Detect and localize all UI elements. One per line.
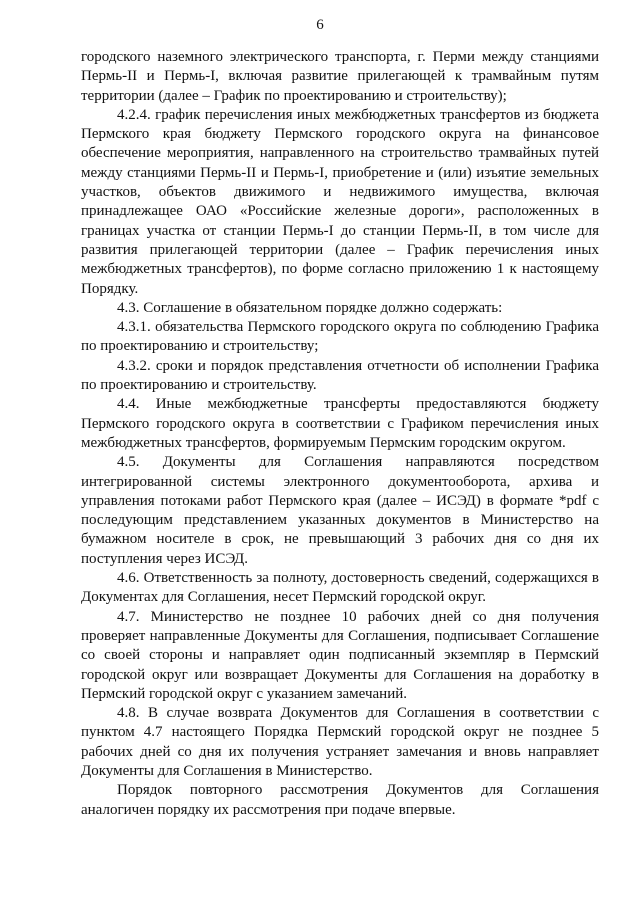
paragraph-4-4: 4.4. Иные межбюджетные трансферты предоставляются бюджету Пермского городского округа в соответствии с Графиком перечисления иных межбюджетных трансфертов, формируемым Пермским городским округом. [81, 396, 599, 451]
paragraph-4-7: 4.7. Министерство не позднее 10 рабочих дней со дня получения проверяет направленные Документы для Соглашения, подписывает Соглашение со своей стороны и направляет один подписанный экземпляр в Пермский городской округ или возвращает Документы для Соглашения на доработку в Пермский городской округ с указанием замечаний. [81, 608, 599, 702]
paragraph-4-5: 4.5. Документы для Соглашения направляются посредством интегрированной системы электронного документооборота, архива и управления потоками работ Пермского края (далее – ИСЭД) в формате *pdf с последующим представлением указанных документов в Министерство на бумажном носителе в срок, не превышающий 3 рабочих дня со дня их поступления через ИСЭД. [81, 454, 599, 567]
paragraph-4-3-1: 4.3.1. обязательства Пермского городского округа по соблюдению Графика по проектированию и строительству; [81, 319, 599, 355]
paragraph-4-2-4: 4.2.4. график перечисления иных межбюджетных трансфертов из бюджета Пермского края бюджету Пермского городского округа на финансовое обеспечение мероприятия, направленного на строительство трамвайных путей между станциями Пермь-II и Пермь-I, приобретение и (или) изъятие земельных участков, объектов движимого и недвижимого имущества, включая принадлежащее ОАО «Российские железные дороги», расположенных в границах участка от станции Пермь-I до станции Пермь-II, в том числе для развития прилегающей территории (далее – График перечисления иных межбюджетных трансфертов), по форме согласно приложению 1 к настоящему Порядку. [81, 106, 599, 297]
paragraph-4-8: 4.8. В случае возврата Документов для Соглашения в соответствии с пунктом 4.7 настоящего Порядка Пермский городской округ не позднее 5 рабочих дней со дня их получения устраняет замечания и вновь направляет Документы для Соглашения в Министерство. [81, 705, 599, 779]
paragraph-continuation: городского наземного электрического транспорта, г. Перми между станциями Пермь-II и Пермь-I, включая развитие прилегающей к трамвайным путям территории (далее – График по проектированию и строительству); [81, 49, 599, 104]
paragraph-4-3-2: 4.3.2. сроки и порядок представления отчетности об исполнении Графика по проектированию и строительству. [81, 357, 599, 394]
paragraph-4-3: 4.3. Соглашение в обязательном порядке должно содержать: [117, 299, 503, 316]
paragraph-reconsideration: Порядок повторного рассмотрения Документов для Соглашения аналогичен порядку их рассмотрения при подаче впервые. [81, 782, 599, 818]
document-body [81, 48, 599, 820]
paragraph-4-6: 4.6. Ответственность за полноту, достоверность сведений, содержащихся в Документах для Соглашения, несет Пермский городской округ. [81, 570, 599, 606]
page-number: 6 [316, 17, 324, 33]
